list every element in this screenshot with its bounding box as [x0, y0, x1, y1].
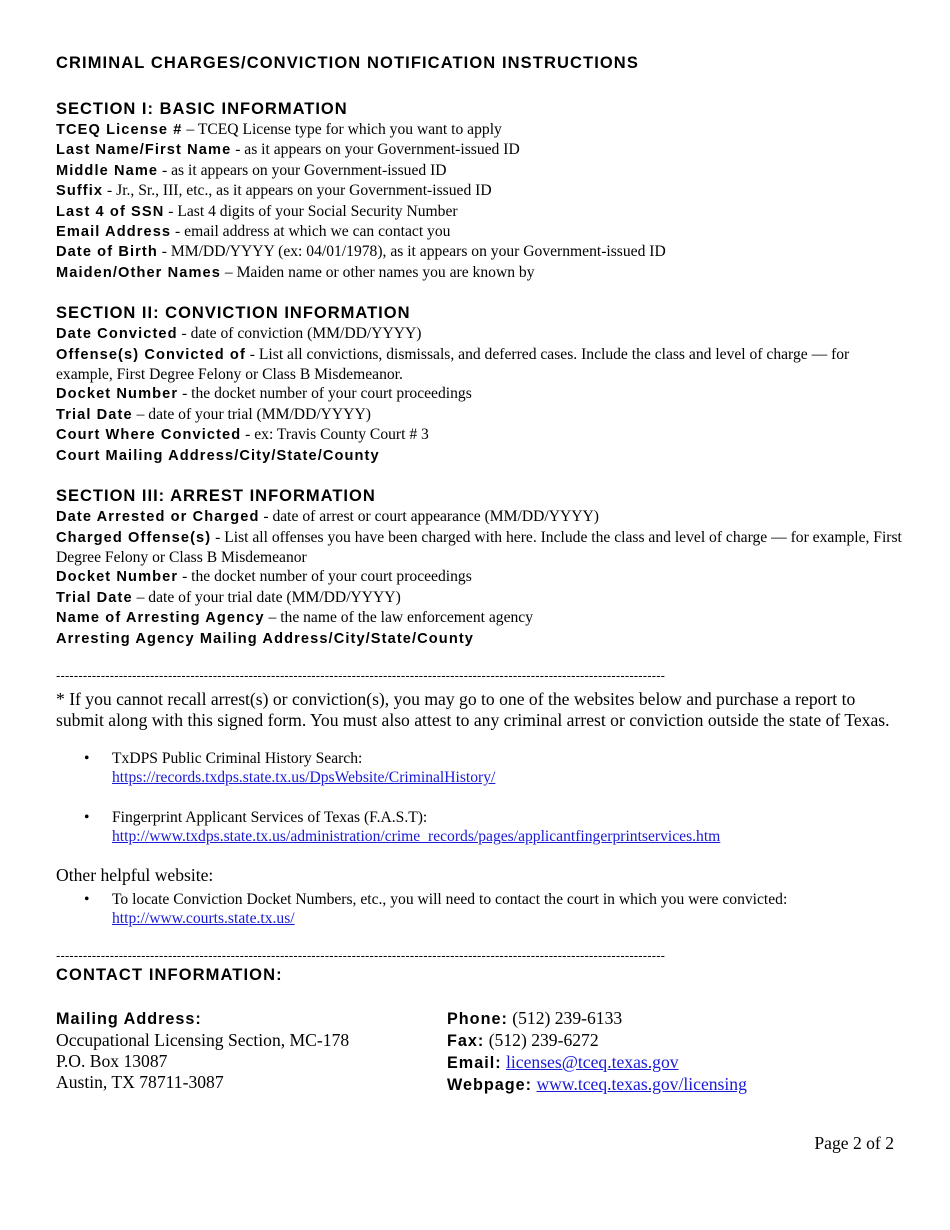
- phone-value: (512) 239-6133: [507, 1007, 623, 1028]
- contact-block: [56, 1008, 906, 1096]
- field-court-where-convicted: [56, 425, 906, 445]
- field-description: - Jr., Sr., III, etc., as it appears on your Government-issued ID: [103, 182, 492, 200]
- other-websites-heading: Other helpful website:: [56, 864, 214, 885]
- bullet-icon: •: [84, 808, 90, 826]
- webpage-line: [447, 1074, 906, 1096]
- page-number: Page 2 of 2: [814, 1133, 894, 1153]
- field-description: - Last 4 digits of your Social Security Number: [164, 202, 458, 220]
- field-label: Date Convicted: [56, 326, 178, 343]
- field-label: Offense(s) Convicted of: [56, 346, 246, 363]
- field-description: - email address at which we can contact you: [171, 223, 451, 241]
- field-label: Court Mailing Address/City/State/County: [56, 447, 380, 464]
- fast-fingerprint-link[interactable]: http://www.txdps.state.tx.us/administration/crime_records/pages/applicantfingerprintservices.htm: [112, 828, 721, 846]
- field-label: Trial Date: [56, 406, 133, 423]
- field-label: Charged Offense(s): [56, 529, 212, 546]
- field-label: Court Where Convicted: [56, 427, 242, 444]
- resource-name: TxDPS Public Criminal History Search:: [112, 749, 363, 767]
- txdps-history-link[interactable]: https://records.txdps.state.tx.us/DpsWebsite/CriminalHistory/: [112, 769, 496, 787]
- field-arresting-agency: [56, 608, 906, 628]
- field-description: - date of arrest or court appearance (MM/DD/YYYY): [259, 508, 599, 526]
- field-description: - as it appears on your Government-issued ID: [231, 141, 520, 159]
- fax-label: Fax:: [447, 1031, 485, 1050]
- field-date-of-birth: [56, 242, 906, 262]
- mailing-label-line: [56, 1008, 447, 1030]
- field-description: - List all offenses you have been charged with here. Include the class and level of charge — for example, First Degree Felony or Class B Misdemeanor: [56, 528, 902, 566]
- phone-label: Phone:: [447, 1009, 508, 1028]
- recall-note: * If you cannot recall arrest(s) or conviction(s), you may go to one of the websites below and purchase a report to submit along with this signed form. You must also attest to any criminal arrest or conviction outside the state of Texas.: [56, 688, 890, 730]
- field-description: – Maiden name or other names you are known by: [220, 263, 535, 281]
- field-label: Maiden/Other Names: [56, 264, 221, 281]
- field-label: Suffix: [56, 183, 104, 200]
- field-last-first-name: [56, 140, 906, 160]
- field-email-address: [56, 222, 906, 242]
- field-label: Middle Name: [56, 162, 159, 179]
- resource-name: Fingerprint Applicant Services of Texas (F.A.S.T):: [112, 808, 428, 826]
- bullet-icon: •: [84, 890, 90, 908]
- other-resource-list: [56, 890, 906, 929]
- field-label: Last 4 of SSN: [56, 203, 165, 220]
- field-last-4-ssn: [56, 202, 906, 222]
- mailing-label: Mailing Address:: [56, 1009, 202, 1028]
- address-line: P.O. Box 13087: [56, 1050, 168, 1071]
- field-label: Name of Arresting Agency: [56, 610, 265, 627]
- field-description: - List all convictions, dismissals, and deferred cases. Include the class and level of charge — for example, First Degree Felony or Class B Misdemeanor.: [56, 345, 850, 384]
- field-label: TCEQ License #: [56, 122, 183, 138]
- field-trial-date: [56, 588, 906, 608]
- field-description: - ex: Travis County Court # 3: [241, 426, 429, 444]
- field-label: Last Name/First Name: [56, 142, 232, 159]
- section-arrest-information: [56, 486, 906, 649]
- section-heading: SECTION I: BASIC INFORMATION: [56, 100, 348, 118]
- webpage-link[interactable]: www.tceq.texas.gov/licensing: [536, 1073, 747, 1094]
- document-title: CRIMINAL CHARGES/CONVICTION NOTIFICATION INSTRUCTIONS: [56, 54, 639, 72]
- field-trial-date: [56, 405, 906, 425]
- field-label: Email Address: [56, 224, 172, 241]
- field-label: Date Arrested or Charged: [56, 509, 260, 526]
- field-suffix: [56, 181, 906, 201]
- email-link[interactable]: licenses@tceq.texas.gov: [506, 1051, 679, 1072]
- dashed-divider: ----------------------------------------------------------------------------------------------------------------------------------------: [56, 948, 666, 963]
- webpage-label: Webpage:: [447, 1075, 533, 1094]
- field-description: - the docket number of your court proceedings: [178, 568, 472, 586]
- resource-description: To locate Conviction Docket Numbers, etc., you will need to contact the court in which you were convicted:: [112, 890, 788, 908]
- list-item: [56, 749, 906, 788]
- field-description: – the name of the law enforcement agency: [264, 609, 534, 627]
- field-label: Docket Number: [56, 569, 179, 586]
- field-description: - as it appears on your Government-issued ID: [158, 161, 447, 179]
- field-description: – date of your trial date (MM/DD/YYYY): [132, 588, 401, 606]
- list-item: [56, 890, 906, 929]
- field-tceq-license: [56, 120, 906, 140]
- field-description: – date of your trial (MM/DD/YYYY): [132, 405, 371, 423]
- section-heading: SECTION II: CONVICTION INFORMATION: [56, 304, 411, 323]
- field-description: – TCEQ License type for which you want to apply: [182, 121, 502, 138]
- resource-list: [56, 749, 906, 847]
- email-label: Email:: [447, 1053, 502, 1072]
- field-middle-name: [56, 161, 906, 181]
- contact-details-block: [447, 1008, 906, 1096]
- email-line: [447, 1052, 906, 1074]
- field-label: Trial Date: [56, 589, 133, 606]
- fax-line: [447, 1030, 906, 1052]
- dashed-divider: ----------------------------------------------------------------------------------------------------------------------------------------: [56, 668, 666, 683]
- address-line: Occupational Licensing Section, MC-178: [56, 1029, 350, 1050]
- section-basic-information: [56, 99, 906, 283]
- field-label: Arresting Agency Mailing Address/City/State/County: [56, 630, 475, 647]
- field-date-arrested: [56, 507, 906, 527]
- list-item: [56, 808, 906, 847]
- courts-link[interactable]: http://www.courts.state.tx.us/: [112, 910, 295, 928]
- field-label: Date of Birth: [56, 244, 158, 261]
- field-docket-number: [56, 384, 906, 404]
- field-maiden-other-names: [56, 263, 906, 283]
- section-heading: SECTION III: ARREST INFORMATION: [56, 487, 376, 506]
- mailing-address-block: [56, 1008, 447, 1096]
- field-label: Docket Number: [56, 386, 179, 403]
- contact-heading: CONTACT INFORMATION:: [56, 965, 283, 984]
- field-description: - MM/DD/YYYY (ex: 04/01/1978), as it appears on your Government-issued ID: [157, 243, 666, 261]
- field-arresting-agency-address: [56, 629, 906, 649]
- bullet-icon: •: [84, 749, 90, 767]
- section-conviction-information: [56, 303, 906, 466]
- field-offenses-convicted: [56, 345, 906, 385]
- address-line: Austin, TX 78711-3087: [56, 1071, 224, 1092]
- field-charged-offenses: [56, 528, 906, 568]
- phone-line: [447, 1008, 906, 1030]
- document-page: [56, 52, 906, 1096]
- field-docket-number: [56, 567, 906, 587]
- field-description: - date of conviction (MM/DD/YYYY): [177, 325, 422, 343]
- field-description: - the docket number of your court proceedings: [178, 385, 472, 403]
- field-court-mailing-address: [56, 446, 906, 466]
- field-date-convicted: [56, 324, 906, 344]
- fax-value: (512) 239-6272: [484, 1029, 599, 1050]
